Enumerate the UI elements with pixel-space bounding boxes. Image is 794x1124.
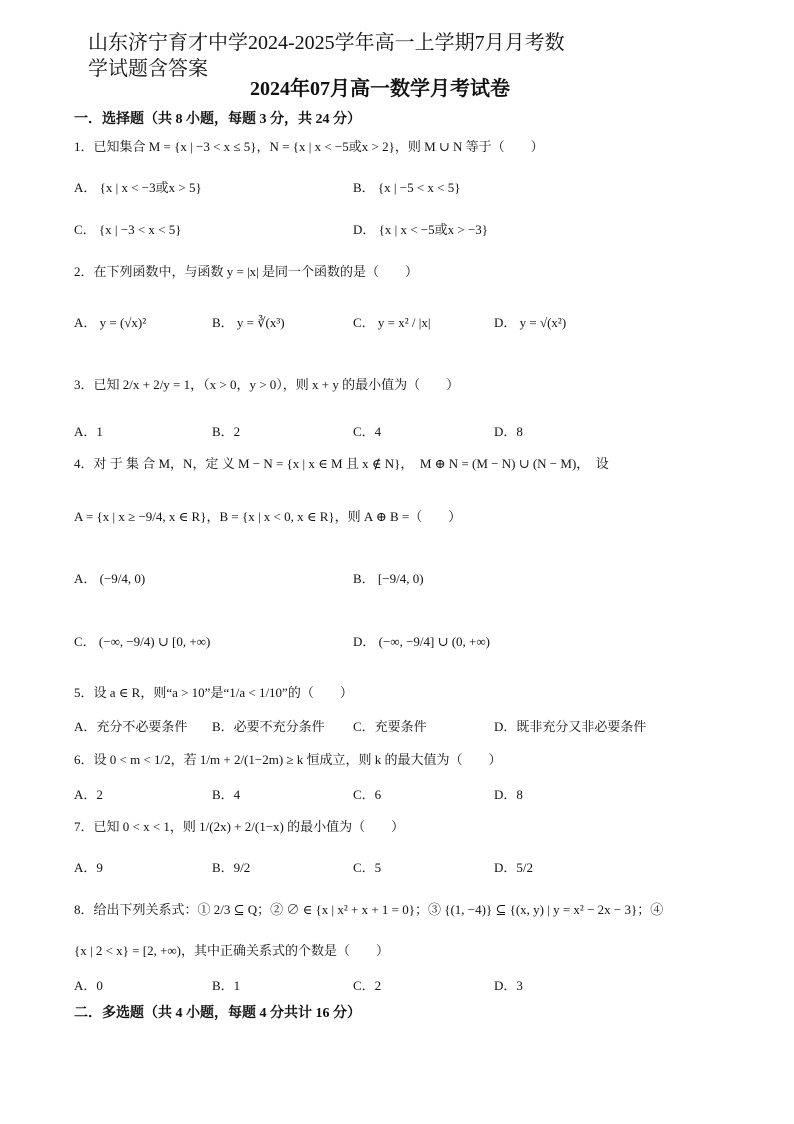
- question-3-option-b: B．2: [212, 424, 241, 439]
- question-4-option-d: D． (−∞, −9/4] ∪ (0, +∞): [353, 634, 490, 649]
- question-6-option-a: A．2: [74, 787, 103, 802]
- question-8-option-b: B．1: [212, 978, 241, 993]
- question-2-option-c: C． y = x² / |x|: [353, 315, 431, 330]
- question-8-stem: 8．给出下列关系式：① 2/3 ⊆ Q；② ∅ ∈ {x | x² + x + 1 = 0}；③ {(1, −4)} ⊆ {(x, y) | y = x² − 2x − 3}；④: [74, 902, 664, 917]
- question-7-option-a: A．9: [74, 860, 103, 875]
- question-5-stem: 5．设 a ∈ R，则“a > 10”是“1/a < 1/10”的（ ）: [74, 685, 353, 700]
- question-3-option-c: C．4: [353, 424, 382, 439]
- question-8-option-c: C．2: [353, 978, 382, 993]
- header-line-2: 学试题含答案: [88, 58, 208, 80]
- question-6-stem: 6．设 0 < m < 1/2，若 1/m + 2/(1−2m) ≥ k 恒成立，则 k 的最大值为（ ）: [74, 752, 502, 767]
- question-7-option-c: C．5: [353, 860, 382, 875]
- question-4-stem: 4．对 于 集 合 M，N，定 义 M − N = {x | x ∈ M 且 x ∉ N}， M ⊕ N = (M − N) ∪ (N − M)， 设: [74, 456, 609, 471]
- question-4-stem-continued: A = {x | x ≥ −9/4, x ∈ R}，B = {x | x < 0, x ∈ R}，则 A ⊕ B =（ ）: [74, 509, 462, 524]
- question-2-stem: 2．在下列函数中，与函数 y = |x| 是同一个函数的是（ ）: [74, 264, 419, 279]
- question-1-option-d: D． {x | x < −5或x > −3}: [353, 222, 489, 237]
- question-5-option-a: A．充分不必要条件: [74, 719, 188, 734]
- section-title-choice: 一．选择题（共 8 小题，每题 3 分，共 24 分）: [74, 112, 361, 127]
- question-8-option-d: D．3: [494, 978, 523, 993]
- question-5-option-d: D．既非充分又非必要条件: [494, 719, 647, 734]
- question-7-option-b: B．9/2: [212, 860, 251, 875]
- question-7-stem: 7．已知 0 < x < 1，则 1/(2x) + 2/(1−x) 的最小值为（ ）: [74, 819, 405, 834]
- header-line-1: 山东济宁育才中学2024-2025学年高一上学期7月月考数: [88, 32, 565, 54]
- question-5-option-c: C．充要条件: [353, 719, 427, 734]
- question-6-option-d: D．8: [494, 787, 523, 802]
- question-3-option-d: D．8: [494, 424, 523, 439]
- question-1-stem: 1．已知集合 M = {x | −3 < x ≤ 5}，N = {x | x < −5或x > 2}，则 M ∪ N 等于（ ）: [74, 139, 544, 154]
- question-8-stem-continued: {x | 2 < x} = [2, +∞)，其中正确关系式的个数是（ ）: [74, 943, 390, 958]
- question-7-option-d: D．5/2: [494, 860, 534, 875]
- question-2-option-a: A． y = (√x)²: [74, 315, 147, 330]
- question-1-option-a: A． {x | x < −3或x > 5}: [74, 180, 202, 195]
- question-2-option-b: B． y = ∛(x³): [212, 315, 285, 330]
- question-6-option-b: B．4: [212, 787, 241, 802]
- question-4-option-c: C． (−∞, −9/4) ∪ [0, +∞): [74, 634, 211, 649]
- question-4-option-a: A． (−9/4, 0): [74, 571, 146, 586]
- exam-title: 2024年07月高一数学月考试卷: [250, 78, 510, 100]
- question-3-option-a: A．1: [74, 424, 103, 439]
- question-1-option-c: C． {x | −3 < x < 5}: [74, 222, 182, 237]
- question-3-stem: 3．已知 2/x + 2/y = 1，（x > 0，y > 0），则 x + y 的最小值为（ ）: [74, 377, 460, 392]
- question-2-option-d: D． y = √(x²): [494, 315, 567, 330]
- question-6-option-c: C．6: [353, 787, 382, 802]
- question-5-option-b: B．必要不充分条件: [212, 719, 325, 734]
- question-4-option-b: B． [−9/4, 0): [353, 571, 424, 586]
- question-8-option-a: A．0: [74, 978, 103, 993]
- question-1-option-b: B． {x | −5 < x < 5}: [353, 180, 461, 195]
- section-title-multi-choice: 二．多选题（共 4 小题，每题 4 分共计 16 分）: [74, 1006, 361, 1021]
